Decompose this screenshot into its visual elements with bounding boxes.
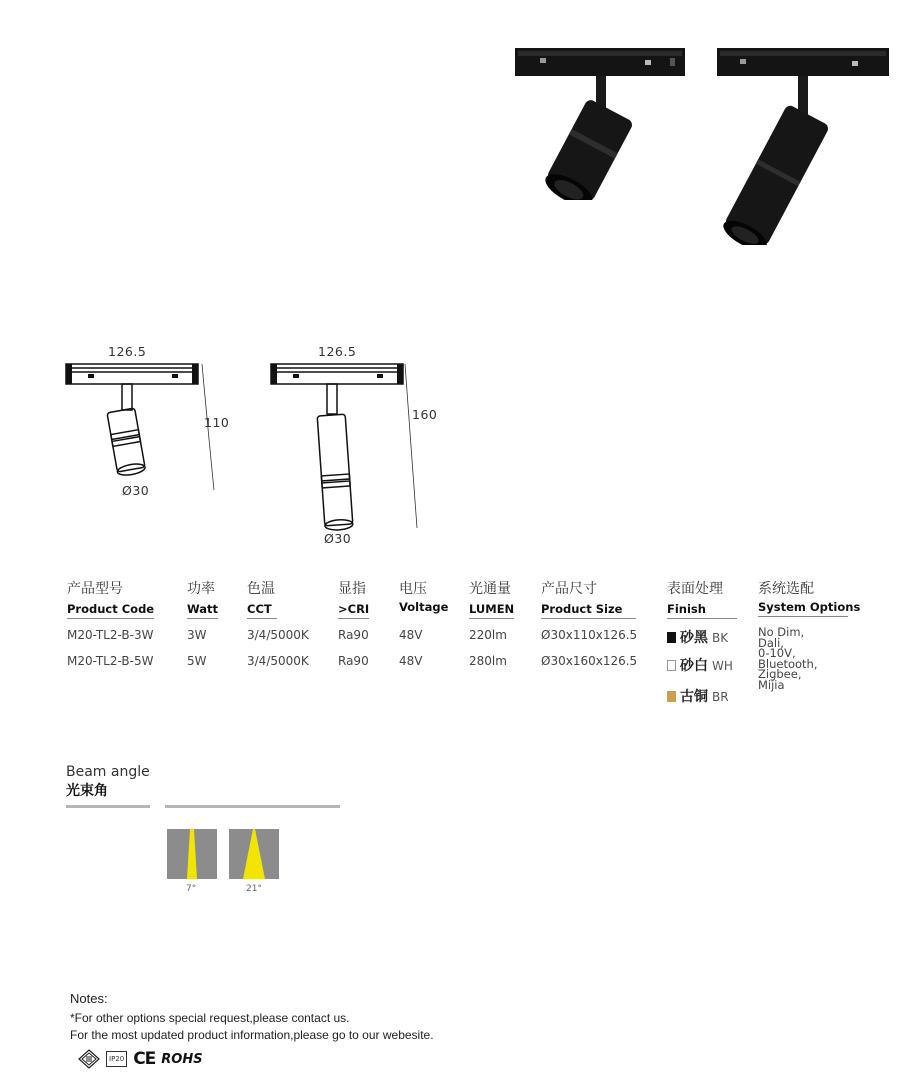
system-option: No Dim, [758, 625, 805, 639]
header-voltage-cn: 电压 [399, 581, 427, 597]
header-product-code-cn: 产品型号 [67, 581, 123, 597]
small-width-label: 126.5 [108, 344, 147, 359]
finish-black-code: BK [711, 631, 729, 645]
row1-voltage: 48V [399, 628, 423, 642]
header-size-cn: 产品尺寸 [541, 581, 597, 597]
class-iii-icon [78, 1049, 100, 1069]
drawing-large [265, 360, 425, 535]
beam-21-diagram [229, 829, 279, 879]
row1-cct: 3/4/5000K [247, 628, 309, 642]
swatch-bronze-icon [667, 691, 676, 702]
row1-watt: 3W [187, 628, 207, 642]
header-finish-en: Finish [667, 602, 737, 619]
drawing-small [60, 360, 230, 500]
beam-21-cone-icon [229, 829, 279, 879]
header-cct-cn: 色温 [247, 581, 275, 597]
header-system-cn: 系统选配 [758, 581, 814, 597]
large-height-label: 160 [412, 407, 438, 422]
beam-divider-left [66, 805, 150, 808]
header-finish-cn: 表面处理 [667, 581, 723, 597]
row1-lumen: 220lm [469, 628, 507, 642]
finish-white-cn: 砂白 [680, 658, 708, 674]
swatch-white-icon [667, 660, 676, 671]
finish-bronze-cn: 古铜 [680, 689, 708, 705]
system-options [758, 627, 817, 690]
notes-line-1: *For other options special request,please contact us. [70, 1011, 350, 1025]
finish-bronze-code: BR [711, 690, 729, 704]
ce-mark-icon: CE [133, 1049, 156, 1069]
header-size-en: Product Size [541, 602, 636, 619]
header-lumen-en: LUMEN [469, 602, 514, 619]
row1-size: Ø30x110x126.5 [541, 628, 638, 642]
beam-title-en: Beam angle [66, 764, 150, 780]
swatch-black-icon [667, 632, 676, 643]
header-watt-en: Watt [187, 602, 218, 619]
finish-black-cn: 砂黑 [680, 630, 708, 646]
notes-line-2: For the most updated product information,please go to our webesite. [70, 1028, 434, 1042]
beam-divider-right [165, 805, 340, 808]
row1-cri: Ra90 [338, 628, 369, 642]
header-lumen-cn: 光通量 [469, 581, 511, 597]
header-cri-cn: 显指 [338, 581, 366, 597]
large-width-label: 126.5 [318, 344, 357, 359]
row2-cct: 3/4/5000K [247, 654, 309, 668]
small-height-label: 110 [204, 415, 230, 430]
rohs-label: ROHS [161, 1051, 203, 1067]
certifications [78, 1048, 203, 1070]
header-system-en: System Options [758, 600, 848, 617]
header-cri-en: >CRI [338, 602, 369, 619]
system-option: Dali, [758, 635, 784, 650]
beam-7-cone-icon [167, 829, 217, 879]
row2-voltage: 48V [399, 654, 423, 668]
notes-title: Notes: [70, 991, 108, 1006]
header-voltage-en: Voltage [399, 600, 449, 614]
header-product-code-en: Product Code [67, 602, 154, 619]
row2-lumen: 280lm [469, 654, 507, 668]
finish-black [667, 627, 728, 647]
row2-watt: 5W [187, 654, 207, 668]
system-option: Mijia [758, 677, 785, 692]
beam-7-label: 7° [186, 884, 197, 894]
row2-size: Ø30x160x126.5 [541, 654, 638, 668]
header-cct-en: CCT [247, 602, 277, 619]
row1-code: M20-TL2-B-3W [67, 628, 154, 642]
small-diameter-label: Ø30 [122, 483, 150, 498]
ip20-badge: IP20 [106, 1051, 127, 1067]
row2-code: M20-TL2-B-5W [67, 654, 154, 668]
large-diameter-label: Ø30 [324, 531, 352, 546]
beam-7-diagram [167, 829, 217, 879]
system-option: Zigbee, [758, 667, 802, 681]
system-option: Bluetooth, [758, 656, 818, 671]
finish-white [667, 655, 733, 675]
product-photo-large [712, 40, 897, 245]
system-option: 0-10V, [758, 646, 796, 660]
header-watt-cn: 功率 [187, 581, 215, 597]
row2-cri: Ra90 [338, 654, 369, 668]
beam-title-cn: 光束角 [66, 783, 108, 799]
beam-21-label: 21° [246, 884, 262, 894]
finish-white-code: WH [711, 659, 733, 673]
finish-bronze [667, 686, 729, 706]
product-photo-small [510, 40, 695, 200]
